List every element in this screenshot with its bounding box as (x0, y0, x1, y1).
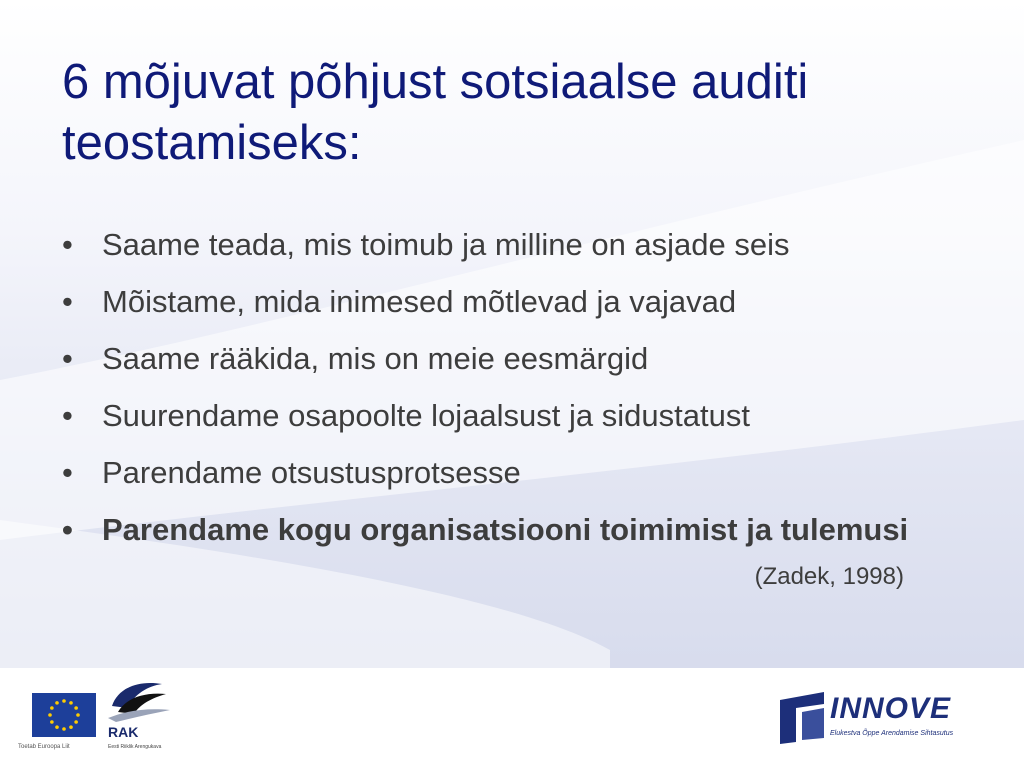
rak-logo (104, 674, 176, 758)
eu-star-icon (48, 713, 52, 717)
rak-wave-icon (104, 674, 176, 724)
eu-star-icon (62, 699, 66, 703)
bullet-item (62, 279, 982, 324)
eu-star-icon (69, 725, 73, 729)
eu-star-icon (74, 706, 78, 710)
eu-star-icon (55, 701, 59, 705)
bullet-text: Suurendame osapoolte lojaalsust ja sidustatust (102, 398, 750, 433)
eu-star-icon (55, 725, 59, 729)
eu-star-icon (74, 720, 78, 724)
bullet-list (62, 222, 982, 597)
innove-mark-icon (776, 686, 828, 746)
eu-star-icon (69, 701, 73, 705)
eu-flag-icon (32, 693, 96, 737)
bullet-item (62, 393, 982, 438)
slide-title: 6 mõjuvat põhjust sotsiaalse auditi teostamiseks: (62, 55, 809, 170)
bullet-item (62, 450, 982, 495)
eu-star-icon (50, 706, 54, 710)
bullet-text: Parendame otsustusprotsesse (102, 455, 521, 490)
bullet-item (62, 336, 982, 381)
rak-name: RAK (108, 724, 139, 740)
bullet-text: Parendame kogu organisatsiooni toimimist ja tulemusi (102, 512, 909, 547)
eu-star-icon (62, 727, 66, 731)
rak-subtitle: Eesti Riiklik Arengukava (108, 744, 162, 750)
bullet-text: Saame teada, mis toimub ja milline on asjade seis (102, 227, 790, 262)
bullet-item (62, 507, 982, 590)
bullet-text: Mõistame, mida inimesed mõtlevad ja vajavad (102, 284, 737, 319)
eu-star-icon (76, 713, 80, 717)
bullet-text: Saame rääkida, mis on meie eesmärgid (102, 341, 649, 376)
eu-logo (18, 690, 96, 758)
innove-subtitle: Elukestva Õppe Arendamise Sihtasutus (830, 730, 954, 737)
eu-star-icon (50, 720, 54, 724)
eu-caption: Toetab Euroopa Liit (18, 744, 70, 750)
citation: (Zadek, 1998) (754, 563, 904, 590)
innove-name: INNOVE (830, 692, 952, 725)
bullet-item (62, 222, 982, 267)
innove-logo (776, 686, 986, 746)
footer-logo-bar (0, 668, 1024, 768)
